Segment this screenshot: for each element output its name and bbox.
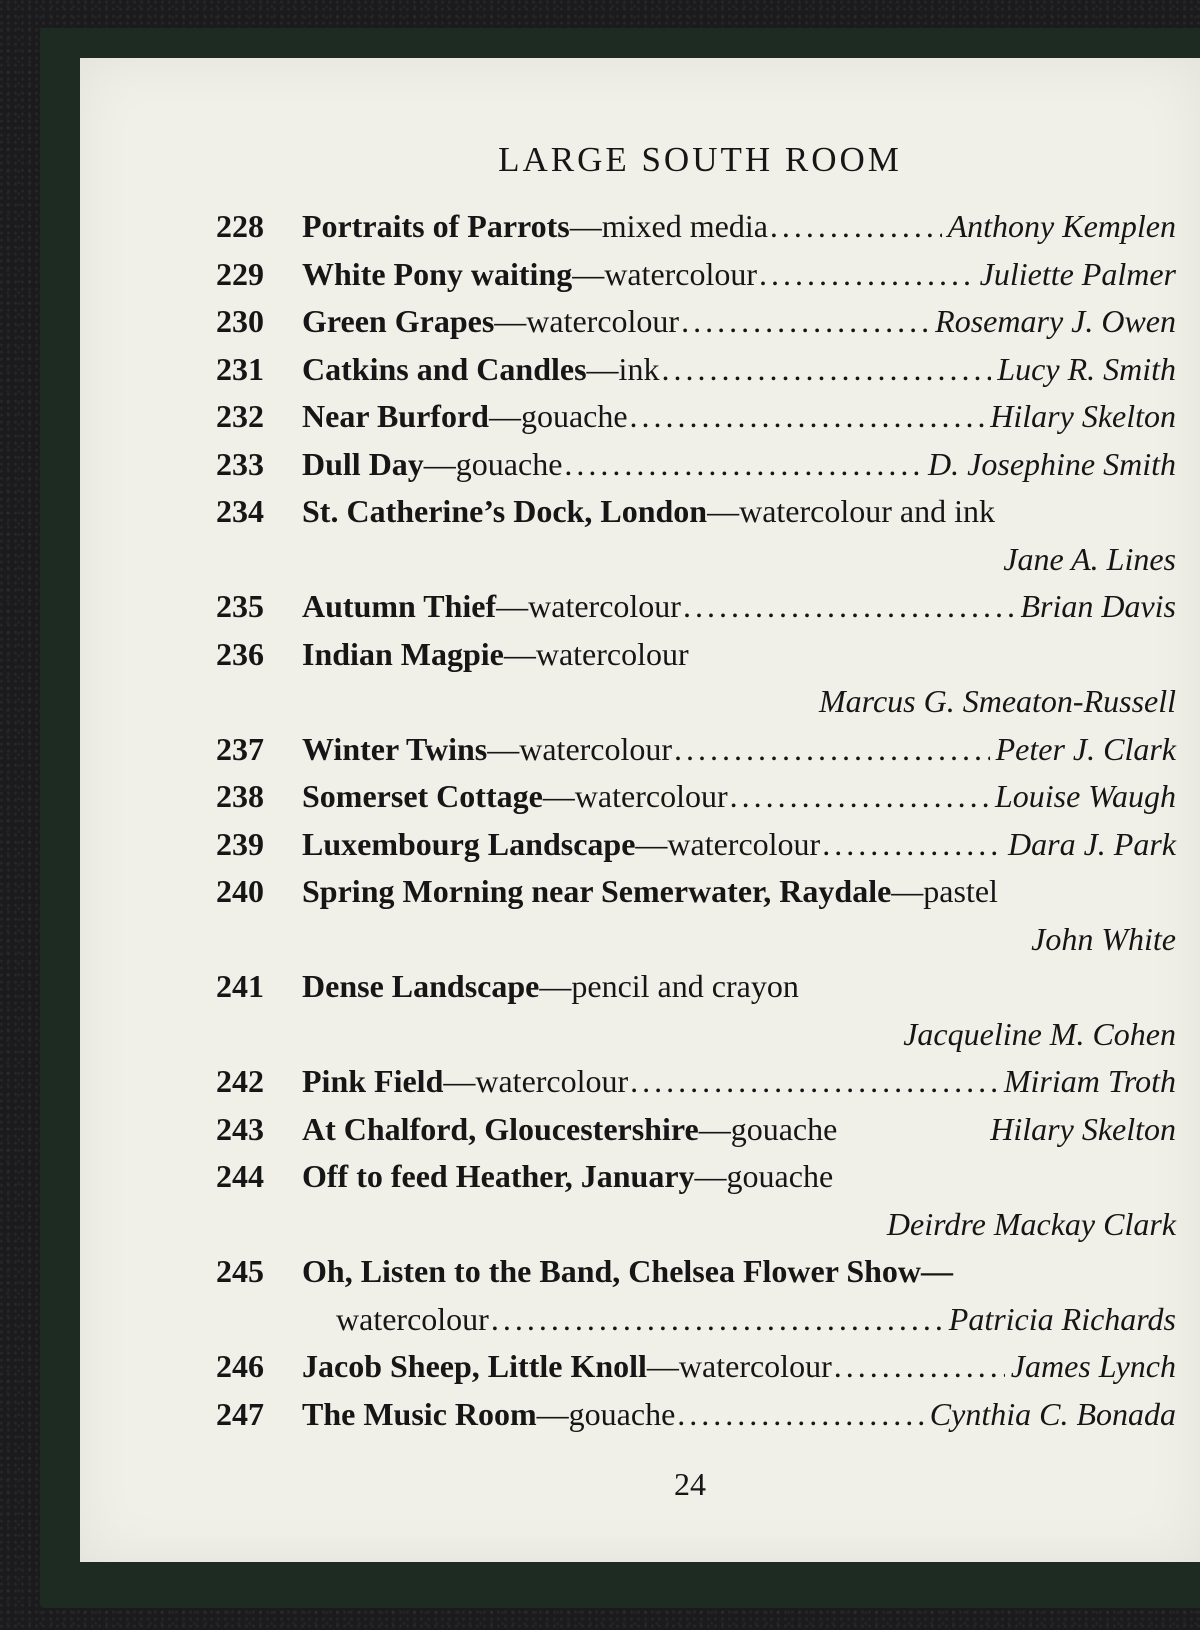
entry-line xyxy=(216,1206,1176,1254)
dot-leader xyxy=(564,446,922,483)
entry-artist: Miriam Troth xyxy=(1003,1063,1176,1099)
entry-number: 242 xyxy=(216,1063,264,1099)
entry-title: Autumn Thief xyxy=(302,588,497,624)
entry-title: Off to feed Heather, January xyxy=(302,1158,695,1194)
entry-artist: Hilary Skelton xyxy=(990,1110,1176,1147)
entry-medium: —gouache xyxy=(698,1110,838,1147)
entry-artist: Louise Waugh xyxy=(994,778,1176,814)
entry-line xyxy=(216,446,1176,494)
catalogue-entry xyxy=(216,446,1176,494)
catalogue-entry xyxy=(216,778,1176,826)
entry-artist: Peter J. Clark xyxy=(995,730,1176,767)
catalogue-entry xyxy=(216,208,1176,256)
entry-number: 243 xyxy=(216,1110,264,1147)
entry-medium: —watercolour xyxy=(496,588,681,624)
entry-artist: Brian Davis xyxy=(1020,588,1176,624)
entry-artist: Juliette Palmer xyxy=(979,255,1176,292)
entry-title: St. Catherine’s Dock, London xyxy=(302,493,708,529)
catalogue-entry xyxy=(216,351,1176,399)
entry-title: Catkins and Candles xyxy=(302,350,587,387)
entry-line xyxy=(216,493,1176,541)
dot-leader xyxy=(770,208,942,245)
catalogue-entry xyxy=(216,398,1176,446)
entry-medium: —watercolour xyxy=(443,1063,629,1099)
entry-number: 236 xyxy=(216,635,264,672)
catalogue-entry xyxy=(216,826,1176,874)
entry-line xyxy=(216,1253,1176,1301)
dot-leader xyxy=(822,826,1002,863)
entry-line xyxy=(216,1111,1176,1159)
catalogue-entry xyxy=(216,256,1176,304)
room-heading: LARGE SOUTH ROOM xyxy=(498,140,902,179)
dot-leader xyxy=(681,303,929,340)
entry-number: 230 xyxy=(216,303,264,339)
entry-title: Jacob Sheep, Little Knoll xyxy=(302,1348,647,1384)
entry-title: Near Burford xyxy=(302,398,489,434)
entry-medium: —watercolour xyxy=(646,1348,832,1384)
entry-number: 246 xyxy=(216,1348,264,1384)
entry-line xyxy=(216,351,1176,399)
catalogue-entry xyxy=(216,636,1176,731)
catalogue-entry xyxy=(216,1253,1176,1348)
catalogue-entry xyxy=(216,1348,1176,1396)
catalogue-page xyxy=(80,58,1200,1562)
entry-line xyxy=(216,256,1176,304)
entry-line xyxy=(216,826,1176,874)
entry-number: 241 xyxy=(216,968,264,1004)
entry-artist: Patricia Richards xyxy=(948,1300,1176,1337)
entry-medium: —ink xyxy=(586,350,660,387)
entry-line xyxy=(216,636,1176,684)
catalogue-entry xyxy=(216,968,1176,1063)
entry-artist: John White xyxy=(1031,920,1176,957)
entry-title: Indian Magpie xyxy=(302,635,504,672)
dot-leader xyxy=(834,1348,1005,1385)
dot-leader xyxy=(677,1396,924,1433)
entry-number: 235 xyxy=(216,588,264,624)
entry-medium: —gouache xyxy=(488,398,628,434)
entry-artist: Dara J. Park xyxy=(1008,825,1176,862)
entry-number: 231 xyxy=(216,350,264,387)
entry-title: Luxembourg Landscape xyxy=(302,825,636,862)
catalogue-entry xyxy=(216,493,1176,588)
entry-medium: —gouache xyxy=(536,1395,676,1432)
catalogue-entry xyxy=(216,731,1176,779)
entry-artist: Anthony Kemplen xyxy=(947,208,1176,244)
entry-artist: Rosemary J. Owen xyxy=(935,303,1176,339)
dot-leader xyxy=(759,256,974,293)
dot-leader xyxy=(491,1301,943,1338)
entry-number: 240 xyxy=(216,873,264,909)
catalogue-list xyxy=(216,208,1176,1443)
entry-line xyxy=(216,921,1176,969)
entry-title: Dense Landscape xyxy=(302,968,540,1004)
entry-line xyxy=(216,1016,1176,1064)
dot-leader xyxy=(674,731,990,768)
entry-line xyxy=(216,731,1176,779)
catalogue-entry xyxy=(216,1111,1176,1159)
entry-artist: Deirdre Mackay Clark xyxy=(886,1205,1176,1242)
entry-artist: Marcus G. Smeaton-Russell xyxy=(819,683,1176,719)
entry-artist: Lucy R. Smith xyxy=(997,350,1176,387)
entry-line xyxy=(216,968,1176,1016)
entry-artist: Jane A. Lines xyxy=(1003,540,1176,577)
entry-medium: —mixed media xyxy=(569,208,768,244)
entry-medium: watercolour xyxy=(336,1300,489,1337)
entry-medium: —watercolour xyxy=(487,730,673,767)
dot-leader xyxy=(630,398,985,435)
entry-line xyxy=(216,588,1176,636)
entry-number: 237 xyxy=(216,730,264,767)
entry-title: Pink Field xyxy=(302,1063,444,1099)
entry-artist: D. Josephine Smith xyxy=(928,445,1176,482)
entry-line xyxy=(216,683,1176,731)
entry-line xyxy=(216,1063,1176,1111)
entry-line xyxy=(216,778,1176,826)
entry-medium: —gouache xyxy=(694,1158,834,1194)
entry-medium: —watercolour and ink xyxy=(707,493,995,529)
page-number: 24 xyxy=(674,1466,706,1502)
entry-title: The Music Room xyxy=(302,1395,537,1432)
entry-line xyxy=(216,208,1176,256)
entry-line xyxy=(216,303,1176,351)
dot-leader xyxy=(661,351,991,388)
entry-artist: James Lynch xyxy=(1010,1348,1176,1384)
entry-title: White Pony waiting xyxy=(302,255,573,292)
catalogue-entry xyxy=(216,1396,1176,1444)
entry-number: 239 xyxy=(216,825,264,862)
dot-leader xyxy=(630,1063,998,1100)
entry-artist: Cynthia C. Bonada xyxy=(929,1395,1176,1432)
entry-medium: —gouache xyxy=(423,445,563,482)
entry-title: Somerset Cottage xyxy=(302,778,543,814)
entry-number: 232 xyxy=(216,398,264,434)
entry-line xyxy=(216,1396,1176,1444)
entry-medium: —watercolour xyxy=(494,303,680,339)
dot-leader xyxy=(730,778,989,815)
entry-title: At Chalford, Gloucestershire xyxy=(302,1110,699,1147)
entry-line xyxy=(216,873,1176,921)
entry-line xyxy=(216,1348,1176,1396)
entry-title: Green Grapes xyxy=(302,303,495,339)
entry-number: 244 xyxy=(216,1158,264,1194)
entry-number: 229 xyxy=(216,255,264,292)
entry-title: Oh, Listen to the Band, Chelsea Flower Show— xyxy=(302,1253,954,1289)
entry-medium: —watercolour xyxy=(503,635,689,672)
entry-line xyxy=(216,541,1176,589)
entry-number: 228 xyxy=(216,208,264,244)
entry-number: 245 xyxy=(216,1253,264,1289)
entry-artist: Hilary Skelton xyxy=(990,398,1176,434)
entry-title: Spring Morning near Semerwater, Raydale xyxy=(302,873,892,909)
entry-medium: —pencil and crayon xyxy=(539,968,799,1004)
catalogue-entry xyxy=(216,303,1176,351)
entry-medium: —watercolour xyxy=(542,778,728,814)
entry-number: 234 xyxy=(216,493,264,529)
entry-number: 247 xyxy=(216,1395,264,1432)
entry-line xyxy=(216,1158,1176,1206)
entry-title: Portraits of Parrots xyxy=(302,208,570,244)
catalogue-entry xyxy=(216,1158,1176,1253)
catalogue-entry xyxy=(216,588,1176,636)
entry-number: 238 xyxy=(216,778,264,814)
catalogue-entry xyxy=(216,873,1176,968)
dot-leader xyxy=(683,588,1015,625)
entry-line xyxy=(216,1301,1176,1349)
entry-title: Dull Day xyxy=(302,445,424,482)
entry-number: 233 xyxy=(216,445,264,482)
entry-medium: —watercolour xyxy=(572,255,758,292)
entry-title: Winter Twins xyxy=(302,730,488,767)
catalogue-entry xyxy=(216,1063,1176,1111)
entry-line xyxy=(216,398,1176,446)
entry-artist: Jacqueline M. Cohen xyxy=(903,1015,1176,1052)
entry-medium: —pastel xyxy=(891,873,998,909)
entry-medium: —watercolour xyxy=(635,825,821,862)
